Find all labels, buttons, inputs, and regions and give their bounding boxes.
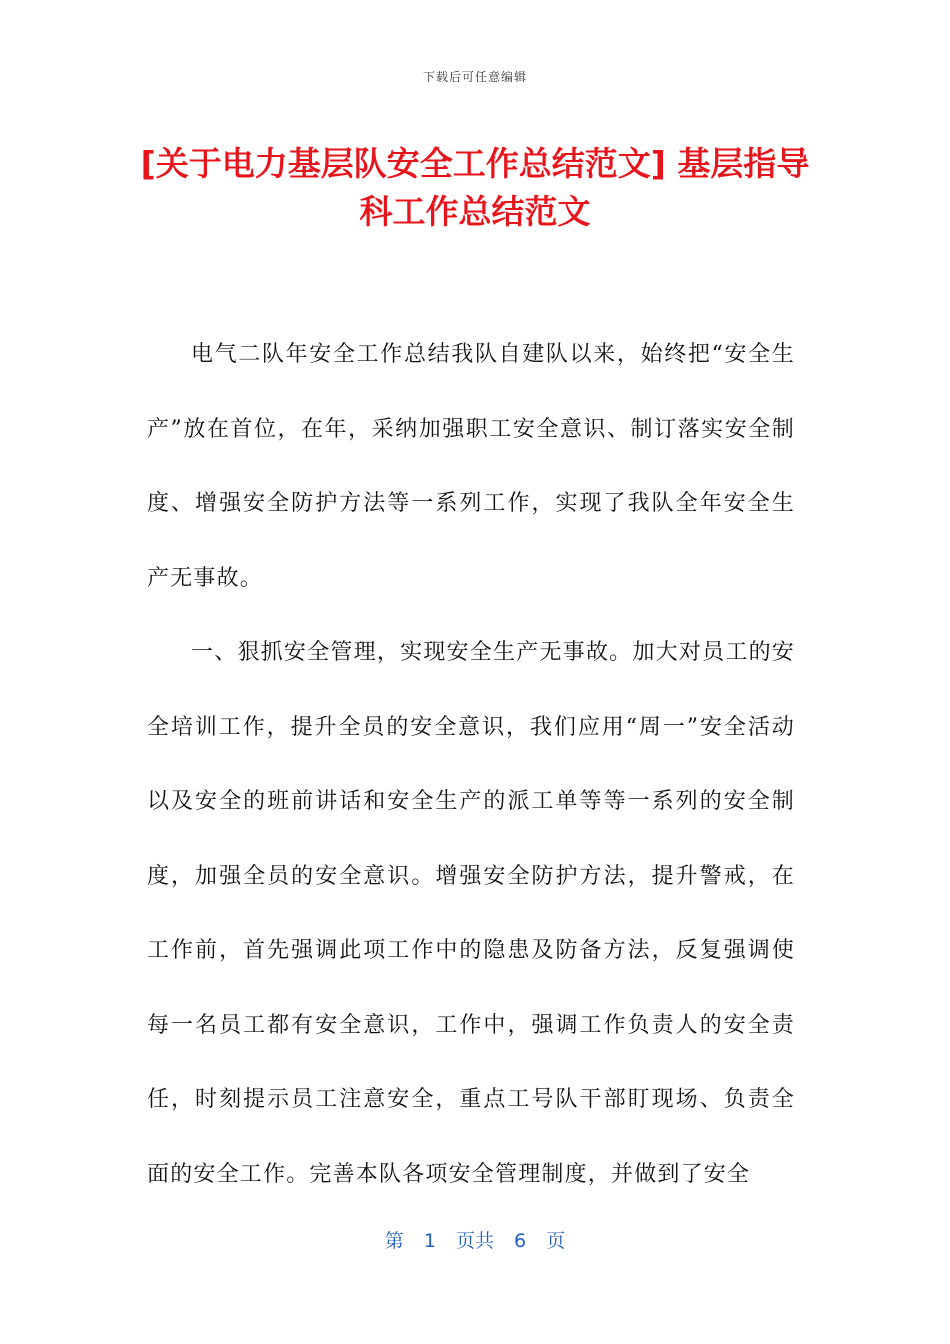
- paragraph-section-one: 一、狠抓安全管理，实现安全生产无事故。加大对员工的安全培训工作，提升全员的安全意识，我们应用“周一”安全活动以及安全的班前讲话和安全生产的派工单等等一系列的安全制度，加强全员的安全意识。增强安全防护方法，提升警戒，在工作前，首先强调此项工作中的隐患及防备方法，反复强调使每一名员工都有安全意识，工作中，强调工作负责人的安全责任，时刻提示员工注意安全，重点工号队干部盯现场、负责全面的安全工作。完善本队各项安全管理制度，并做到了安全: [147, 640, 795, 1187]
- footer-current-page: 1: [423, 1230, 436, 1252]
- header-note: 下载后可任意编辑: [422, 70, 527, 84]
- paragraph-intro: 电气二队年安全工作总结我队自建队以来，始终把“安全生产”放在首位，在年，采纳加强职工安全意识、制订落实安全制度、增强安全防护方法等一系列工作，实现了我队全年安全生产无事故。: [147, 342, 795, 591]
- page-footer: [0, 1226, 950, 1253]
- footer-total-pages: 6: [514, 1230, 527, 1252]
- document-body: [147, 318, 795, 1212]
- footer-suffix: 页: [546, 1230, 566, 1252]
- footer-middle: 页共: [455, 1230, 494, 1252]
- document-title: [关于电力基层队安全工作总结范文] 基层指导科工作总结范文: [140, 144, 810, 231]
- footer-prefix: 第: [384, 1230, 404, 1252]
